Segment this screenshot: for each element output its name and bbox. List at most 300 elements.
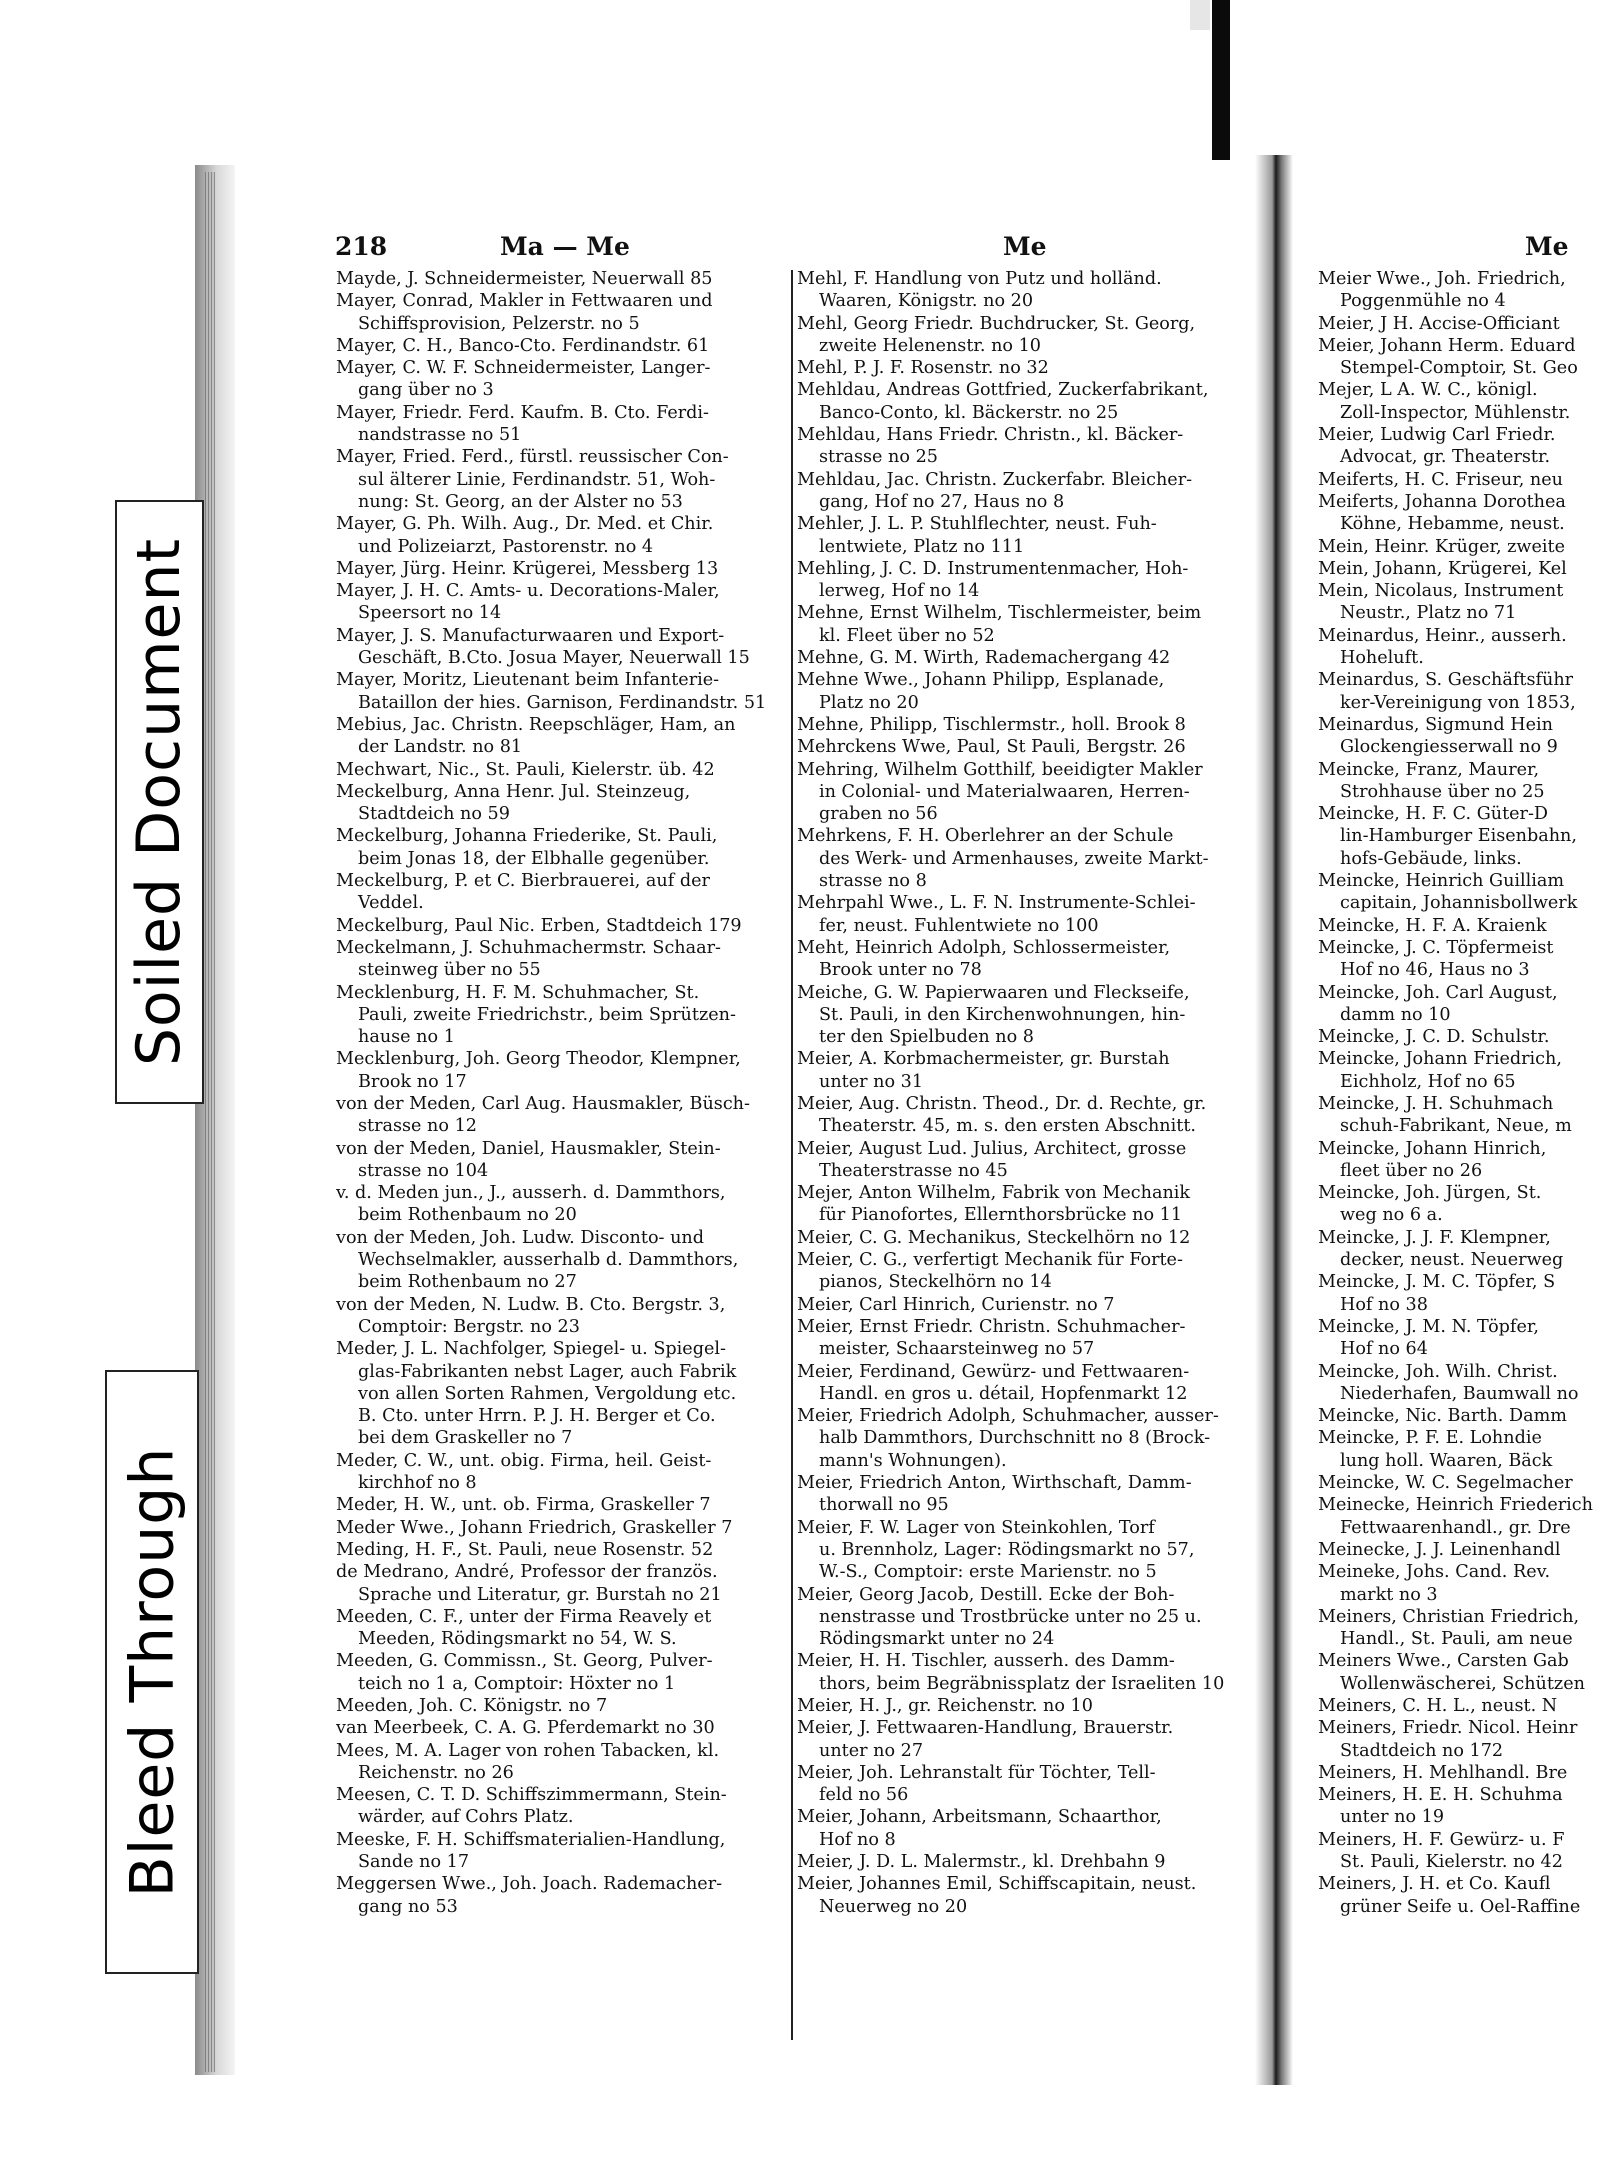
entry-continuation-line: Fettwaarenhandl., gr. Dre — [1340, 1517, 1571, 1538]
entry-continuation-line: Köhne, Hebamme, neust. — [1340, 514, 1565, 535]
entry-line: Mehne Wwe., Johann Philipp, Esplanade, — [797, 670, 1165, 691]
entry-line: Meiferts, Johanna Dorothea — [1318, 491, 1566, 512]
entry-continuation-line: St. Pauli, Kielerstr. no 42 — [1340, 1852, 1563, 1873]
entry-continuation-line: Glockengiesserwall no 9 — [1340, 737, 1558, 758]
directory-entry — [1318, 1405, 1600, 1427]
entry-continuation-line: grüner Seife u. Oel-Raffine — [1340, 1896, 1581, 1917]
entry-continuation-line: Strohhause über no 25 — [1340, 781, 1545, 802]
entry-line: Meier, Johann Herm. Eduard — [1318, 335, 1576, 356]
entry-line: Meder, J. L. Nachfolger, Spiegel- u. Spiegel- — [336, 1339, 726, 1360]
entry-line: Meier, Johann, Arbeitsmann, Schaarthor, — [797, 1807, 1162, 1828]
entry-continuation-line: weg no 6 a. — [1340, 1205, 1443, 1226]
entry-continuation-line: St. Pauli, in den Kirchenwohnungen, hin- — [819, 1004, 1186, 1025]
entry-line: Meier, Joh. Lehranstalt für Töchter, Tell- — [797, 1762, 1156, 1783]
entry-continuation-line: Pauli, zweite Friedrichstr., beim Sprützen- — [358, 1004, 736, 1025]
directory-entry — [1318, 803, 1600, 870]
entry-line: Mayer, J. H. C. Amts- u. Decorations-Maler, — [336, 581, 720, 602]
entry-continuation-line: Sprache und Literatur, gr. Burstah no 21 — [358, 1584, 722, 1605]
entry-continuation-line: gang no 53 — [358, 1896, 458, 1917]
entry-line: Meier, Aug. Christn. Theod., Dr. d. Rechte, gr. — [797, 1093, 1207, 1114]
entry-continuation-line: nenstrasse und Trostbrücke unter no 25 u. — [819, 1606, 1202, 1627]
directory-entry — [1318, 1561, 1600, 1606]
entry-line: Meincke, Johann Friedrich, — [1318, 1049, 1562, 1070]
entry-continuation-line: Comptoir: Bergstr. no 23 — [358, 1316, 580, 1337]
directory-entry — [336, 825, 786, 870]
entry-continuation-line: Poggenmühle no 4 — [1340, 291, 1506, 312]
directory-entry — [797, 1405, 1249, 1472]
directory-entry — [1318, 1427, 1600, 1472]
running-head-center: Me — [1003, 232, 1047, 261]
directory-entry — [797, 714, 1249, 736]
entry-continuation-line: beim Rothenbaum no 27 — [358, 1272, 577, 1293]
directory-entry — [797, 513, 1249, 558]
entry-line: Mehrckens Wwe, Paul, St Pauli, Bergstr. 26 — [797, 737, 1186, 758]
directory-entry — [336, 1294, 786, 1339]
directory-entry — [797, 1873, 1249, 1918]
entry-continuation-line: schuh-Fabrikant, Neue, m — [1340, 1116, 1572, 1137]
directory-entry — [1318, 1182, 1600, 1227]
entry-line: v. d. Meden jun., J., ausserh. d. Dammthors, — [336, 1183, 726, 1204]
entry-line: Mehl, Georg Friedr. Buchdrucker, St. Georg, — [797, 313, 1196, 334]
entry-line: von der Meden, Joh. Ludw. Disconto- und — [336, 1227, 705, 1248]
directory-entry — [797, 736, 1249, 758]
entry-continuation-line: unter no 19 — [1340, 1807, 1445, 1828]
entry-continuation-line: steinweg über no 55 — [358, 960, 541, 981]
directory-entry — [1318, 759, 1600, 804]
entry-continuation-line: capitain, Johannisbollwerk — [1340, 893, 1578, 914]
directory-entry — [336, 1182, 786, 1227]
entry-line: Meckelburg, Anna Henr. Jul. Steinzeug, — [336, 781, 691, 802]
directory-entry — [336, 781, 786, 826]
directory-entry — [1318, 1717, 1600, 1762]
entry-line: Mayer, Jürg. Heinr. Krügerei, Messberg 13 — [336, 558, 719, 579]
directory-column-2 — [797, 268, 1249, 1918]
entry-continuation-line: ker-Vereinigung von 1853, — [1340, 692, 1576, 713]
entry-continuation-line: Stempel-Comptoir, St. Geo — [1340, 358, 1578, 379]
entry-line: Meincke, Joh. Wilh. Christ. — [1318, 1361, 1558, 1382]
entry-line: Meiners, Friedr. Nicol. Heinr — [1318, 1718, 1578, 1739]
entry-continuation-line: u. Brennholz, Lager: Rödingsmarkt no 57, — [819, 1539, 1195, 1560]
directory-entry — [1318, 491, 1600, 536]
directory-entry — [1318, 1829, 1600, 1874]
directory-entry — [797, 602, 1249, 647]
directory-entry — [336, 335, 786, 357]
entry-continuation-line: W.-S., Comptoir: erste Marienstr. no 5 — [819, 1562, 1157, 1583]
entry-continuation-line: Reichenstr. no 26 — [358, 1762, 514, 1783]
entry-line: von der Meden, N. Ludw. B. Cto. Bergstr. 3, — [336, 1294, 726, 1315]
entry-line: Meiners, H. Mehlhandl. Bre — [1318, 1762, 1568, 1783]
entry-line: Meier, August Lud. Julius, Architect, grosse — [797, 1138, 1187, 1159]
entry-continuation-line: lin-Hamburger Eisenbahn, — [1340, 826, 1577, 847]
directory-entry — [1318, 1472, 1600, 1494]
entry-line: Mayer, J. S. Manufacturwaaren und Export- — [336, 625, 725, 646]
entry-line: Meinardus, Sigmund Hein — [1318, 714, 1553, 735]
directory-column-3 — [1318, 268, 1600, 1918]
entry-line: Meiners, C. H. L., neust. N — [1318, 1696, 1558, 1716]
entry-line: Meiners, H. E. H. Schuhma — [1318, 1785, 1563, 1806]
directory-entry — [1318, 915, 1600, 937]
directory-entry — [797, 1048, 1249, 1093]
entry-continuation-line: Stadtdeich no 172 — [1340, 1740, 1504, 1761]
directory-entry — [1318, 714, 1600, 759]
directory-entry — [336, 625, 786, 670]
directory-entry — [336, 669, 786, 714]
entry-line: Meiferts, H. C. Friseur, neu — [1318, 469, 1563, 490]
entry-line: Meier, Friedrich Anton, Wirthschaft, Damm- — [797, 1473, 1192, 1494]
entry-line: Meier, Carl Hinrich, Curienstr. no 7 — [797, 1294, 1115, 1315]
entry-line: Mehler, J. L. P. Stuhlflechter, neust. Fuh- — [797, 514, 1157, 535]
entry-continuation-line: Bataillon der hies. Garnison, Ferdinandstr. 51 — [358, 692, 767, 713]
entry-continuation-line: Rödingsmarkt unter no 24 — [819, 1629, 1055, 1650]
entry-continuation-line: des Werk- und Armenhauses, zweite Markt- — [819, 848, 1209, 869]
entry-line: Meincke, W. C. Segelmacher — [1318, 1473, 1573, 1494]
entry-line: Meier, J H. Accise-Officiant — [1318, 313, 1560, 334]
entry-continuation-line: gang über no 3 — [358, 380, 494, 401]
directory-entry — [1318, 1026, 1600, 1048]
directory-entry — [797, 1517, 1249, 1584]
directory-entry — [1318, 1271, 1600, 1316]
entry-continuation-line: strasse no 25 — [819, 447, 938, 468]
entry-continuation-line: Neuerweg no 20 — [819, 1896, 968, 1917]
entry-continuation-line: markt no 3 — [1340, 1584, 1438, 1605]
directory-entry — [797, 469, 1249, 514]
page-stack-lines — [205, 172, 215, 2072]
directory-entry — [336, 1606, 786, 1651]
entry-continuation-line: Wollenwäscherei, Schützen — [1340, 1673, 1585, 1694]
directory-entry — [797, 1249, 1249, 1294]
entry-continuation-line: kl. Fleet über no 52 — [819, 625, 995, 646]
entry-line: Mehne, Philipp, Tischlermstr., holl. Brook 8 — [797, 714, 1186, 735]
entry-continuation-line: für Pianofortes, Ellernthorsbrücke no 11 — [819, 1205, 1183, 1226]
entry-line: Meier, H. H. Tischler, ausserh. des Damm- — [797, 1651, 1175, 1672]
entry-continuation-line: graben no 56 — [819, 804, 938, 825]
entry-continuation-line: strasse no 12 — [358, 1116, 477, 1137]
entry-continuation-line: strasse no 104 — [358, 1160, 489, 1181]
directory-entry — [336, 513, 786, 558]
page-number: 218 — [335, 232, 388, 261]
entry-line: Meinardus, S. Geschäftsführ — [1318, 670, 1574, 691]
entry-line: Meier, Ferdinand, Gewürz- und Fettwaaren- — [797, 1361, 1190, 1382]
directory-entry — [336, 1138, 786, 1183]
entry-line: Mein, Nicolaus, Instrument — [1318, 581, 1564, 602]
directory-entry — [797, 825, 1249, 892]
directory-entry — [336, 1539, 786, 1561]
directory-entry — [797, 313, 1249, 358]
entry-line: Mayer, C. W. F. Schneidermeister, Langer- — [336, 358, 711, 379]
directory-entry — [336, 1561, 786, 1606]
entry-continuation-line: und Polizeiarzt, Pastorenstr. no 4 — [358, 536, 654, 557]
entry-line: Meiners, H. F. Gewürz- u. F — [1318, 1829, 1565, 1850]
entry-line: Mehrkens, F. H. Oberlehrer an der Schule — [797, 826, 1174, 847]
directory-entry — [797, 892, 1249, 937]
entry-line: Mecklenburg, Joh. Georg Theodor, Klempner, — [336, 1049, 741, 1070]
entry-line: Meeske, F. H. Schiffsmaterialien-Handlung, — [336, 1829, 726, 1850]
entry-line: van Meerbeek, C. A. G. Pferdemarkt no 30 — [336, 1718, 715, 1739]
directory-entry — [1318, 379, 1600, 424]
entry-continuation-line: fer, neust. Fuhlentwiete no 100 — [819, 915, 1099, 936]
entry-line: Meier, C. G. Mechanikus, Steckelhörn no 12 — [797, 1227, 1191, 1248]
entry-continuation-line: hause no 1 — [358, 1027, 455, 1048]
entry-line: Meincke, H. F. C. Güter-D — [1318, 804, 1549, 825]
entry-line: Meincke, Joh. Carl August, — [1318, 982, 1558, 1003]
entry-continuation-line: zweite Helenenstr. no 10 — [819, 335, 1041, 356]
directory-entry — [1318, 1048, 1600, 1093]
entry-line: Mejer, L A. W. C., königl. — [1318, 380, 1538, 401]
directory-entry — [1318, 1316, 1600, 1361]
directory-entry — [797, 379, 1249, 424]
entry-continuation-line: Handl. en gros u. détail, Hopfenmarkt 12 — [819, 1383, 1188, 1404]
directory-entry — [1318, 982, 1600, 1027]
directory-entry — [797, 1762, 1249, 1807]
entry-continuation-line: teich no 1 a, Comptoir: Höxter no 1 — [358, 1673, 676, 1694]
entry-continuation-line: gang, Hof no 27, Haus no 8 — [819, 491, 1065, 512]
entry-line: Mejer, Anton Wilhelm, Fabrik von Mechanik — [797, 1183, 1191, 1204]
directory-entry — [797, 1806, 1249, 1851]
entry-line: Mein, Johann, Krügerei, Kel — [1318, 558, 1567, 579]
entry-continuation-line: Geschäft, B.Cto. Josua Mayer, Neuerwall 15 — [358, 648, 750, 669]
entry-line: Mayer, Friedr. Ferd. Kaufm. B. Cto. Ferdi- — [336, 402, 709, 423]
directory-entry — [336, 759, 786, 781]
entry-line: Meineke, Johs. Cand. Rev. — [1318, 1562, 1551, 1583]
entry-line: Meiners, J. H. et Co. Kaufl — [1318, 1874, 1551, 1895]
entry-line: Mebius, Jac. Christn. Reepschläger, Ham, an — [336, 714, 736, 735]
entry-line: Mehldau, Andreas Gottfried, Zuckerfabrikant, — [797, 380, 1209, 401]
entry-continuation-line: Brook unter no 78 — [819, 960, 982, 981]
directory-entry — [797, 1182, 1249, 1227]
entry-line: Meier, Ludwig Carl Friedr. — [1318, 425, 1556, 446]
entry-line: Meder, C. W., unt. obig. Firma, heil. Geist- — [336, 1450, 712, 1471]
entry-line: de Medrano, André, Professor der französ. — [336, 1562, 718, 1583]
entry-line: Mayde, J. Schneidermeister, Neuerwall 85 — [336, 269, 713, 289]
entry-line: Mehl, P. J. F. Rosenstr. no 32 — [797, 358, 1049, 379]
entry-line: Meincke, J. J. F. Klempner, — [1318, 1227, 1551, 1248]
directory-entry — [336, 982, 786, 1049]
entry-continuation-line: Speersort no 14 — [358, 603, 502, 624]
entry-line: Mein, Heinr. Krüger, zweite — [1318, 536, 1566, 557]
directory-entry — [797, 357, 1249, 379]
soiled-document-label: Soiled Document — [124, 537, 195, 1067]
entry-continuation-line: Niederhafen, Baumwall no — [1340, 1383, 1579, 1404]
entry-line: Meincke, J. M. C. Töpfer, S — [1318, 1272, 1556, 1293]
entry-continuation-line: feld no 56 — [819, 1785, 909, 1806]
directory-entry — [1318, 870, 1600, 915]
directory-entry — [1318, 625, 1600, 670]
entry-continuation-line: Schiffsprovision, Pelzerstr. no 5 — [358, 313, 640, 334]
directory-entry — [797, 1695, 1249, 1717]
entry-continuation-line: Theaterstr. 45, m. s. den ersten Abschnitt. — [819, 1116, 1197, 1137]
entry-continuation-line: Handl., St. Pauli, am neue — [1340, 1629, 1573, 1650]
entry-line: Mayer, Conrad, Makler in Fettwaaren und — [336, 291, 713, 312]
entry-continuation-line: Neustr., Platz no 71 — [1340, 603, 1517, 624]
directory-entry — [797, 669, 1249, 714]
entry-continuation-line: pianos, Steckelhörn no 14 — [819, 1272, 1052, 1293]
entry-line: Meier, Friedrich Adolph, Schuhmacher, ausser- — [797, 1406, 1219, 1427]
entry-line: Meier, C. G., verfertigt Mechanik für Forte- — [797, 1250, 1183, 1271]
directory-entry — [1318, 558, 1600, 580]
entry-line: Meier, A. Korbmachermeister, gr. Burstah — [797, 1049, 1170, 1070]
entry-line: Meincke, J. C. D. Schulstr. — [1318, 1027, 1550, 1048]
entry-continuation-line: Stadtdeich no 59 — [358, 804, 510, 825]
entry-line: Meier, F. W. Lager von Steinkohlen, Torf — [797, 1517, 1155, 1538]
entry-continuation-line: Advocat, gr. Theaterstr. — [1340, 447, 1551, 468]
entry-line: Meincke, Franz, Maurer, — [1318, 759, 1540, 780]
directory-entry — [1318, 424, 1600, 469]
entry-continuation-line: Waaren, Königstr. no 20 — [819, 291, 1034, 312]
entry-continuation-line: lerweg, Hof no 14 — [819, 581, 980, 602]
entry-continuation-line: strasse no 8 — [819, 871, 927, 892]
entry-line: Mayer, C. H., Banco-Cto. Ferdinandstr. 61 — [336, 335, 710, 356]
entry-line: Mayer, Moritz, Lieutenant beim Infanterie- — [336, 670, 720, 691]
entry-continuation-line: glas-Fabrikanten nebst Lager, auch Fabrik — [358, 1361, 737, 1382]
entry-line: Meinecke, Heinrich Friederich — [1318, 1495, 1593, 1516]
entry-line: Mecklenburg, H. F. M. Schuhmacher, St. — [336, 982, 700, 1003]
entry-continuation-line: Platz no 20 — [819, 692, 919, 713]
directory-entry — [336, 1829, 786, 1874]
directory-entry — [336, 580, 786, 625]
directory-entry — [1318, 937, 1600, 982]
entry-line: Mehne, Ernst Wilhelm, Tischlermeister, beim — [797, 603, 1202, 624]
entry-line: von der Meden, Daniel, Hausmakler, Stein- — [336, 1138, 721, 1159]
directory-entry — [336, 1093, 786, 1138]
entry-line: Meier, Georg Jacob, Destill. Ecke der Boh- — [797, 1584, 1175, 1605]
entry-line: Meckelburg, Johanna Friederike, St. Pauli, — [336, 826, 718, 847]
entry-line: Meincke, J. M. N. Töpfer, — [1318, 1316, 1539, 1337]
directory-entry — [336, 915, 786, 937]
directory-entry — [336, 1494, 786, 1516]
entry-line: von der Meden, Carl Aug. Hausmakler, Büsch- — [336, 1093, 750, 1114]
entry-continuation-line: nung: St. Georg, an der Alster no 53 — [358, 491, 683, 512]
entry-continuation-line: meister, Schaarsteinweg no 57 — [819, 1339, 1095, 1360]
directory-entry — [1318, 1227, 1600, 1272]
directory-entry — [336, 937, 786, 982]
entry-continuation-line: Hof no 8 — [819, 1829, 896, 1850]
scanner-edge-light — [1190, 0, 1210, 30]
entry-line: Mehrpahl Wwe., L. F. N. Instrumente-Schlei- — [797, 893, 1196, 914]
directory-entry — [336, 1048, 786, 1093]
directory-entry — [797, 1584, 1249, 1651]
entry-continuation-line: Hof no 64 — [1340, 1339, 1428, 1360]
directory-entry — [336, 290, 786, 335]
entry-continuation-line: damm no 10 — [1340, 1004, 1451, 1025]
directory-entry — [336, 1784, 786, 1829]
entry-line: Meding, H. F., St. Pauli, neue Rosenstr. 52 — [336, 1539, 714, 1560]
entry-line: Meiche, G. W. Papierwaaren und Fleckseife, — [797, 982, 1190, 1003]
directory-entry — [336, 1740, 786, 1785]
entry-line: Meincke, Heinrich Guilliam — [1318, 871, 1565, 892]
entry-line: Meiners Wwe., Carsten Gab — [1318, 1651, 1569, 1672]
running-head-left: Ma — Me — [500, 232, 630, 261]
entry-line: Meincke, J. H. Schuhmach — [1318, 1093, 1554, 1114]
entry-continuation-line: thors, beim Begräbnissplatz der Israeliten 10 — [819, 1673, 1225, 1694]
directory-entry — [1318, 1873, 1600, 1918]
directory-entry — [1318, 580, 1600, 625]
entry-continuation-line: Hof no 46, Haus no 3 — [1340, 960, 1530, 981]
entry-continuation-line: mann's Wohnungen). — [819, 1450, 1007, 1471]
entry-line: Meier, H. J., gr. Reichenstr. no 10 — [797, 1696, 1093, 1716]
entry-line: Meesen, C. T. D. Schiffszimmermann, Stein- — [336, 1785, 727, 1806]
entry-line: Mehldau, Jac. Christn. Zuckerfabr. Bleicher- — [797, 469, 1193, 490]
scanner-edge — [1212, 0, 1230, 160]
entry-continuation-line: in Colonial- und Materialwaaren, Herren- — [819, 781, 1190, 802]
entry-continuation-line: beim Jonas 18, der Elbhalle gegenüber. — [358, 848, 710, 869]
entry-line: Meckelmann, J. Schuhmachermstr. Schaar- — [336, 937, 721, 958]
directory-entry — [336, 446, 786, 513]
directory-entry — [797, 558, 1249, 603]
entry-continuation-line: Zoll-Inspector, Mühlenstr. — [1340, 402, 1571, 423]
directory-entry — [797, 1361, 1249, 1406]
entry-line: Meincke, J. C. Töpfermeist — [1318, 937, 1554, 958]
directory-entry — [336, 1873, 786, 1918]
directory-entry — [797, 937, 1249, 982]
directory-entry — [336, 1717, 786, 1739]
directory-entry — [336, 1517, 786, 1539]
entry-line: Mayer, Fried. Ferd., fürstl. reussischer Con- — [336, 447, 729, 468]
entry-line: Mehling, J. C. D. Instrumentenmacher, Hoh- — [797, 558, 1189, 579]
directory-entry — [1318, 313, 1600, 335]
soiled-document-stamp — [115, 500, 204, 1104]
entry-line: Mehl, F. Handlung von Putz und holländ. — [797, 269, 1162, 289]
entry-line: Meier, Johannes Emil, Schiffscapitain, neust. — [797, 1874, 1197, 1895]
directory-entry — [797, 1294, 1249, 1316]
directory-column-1 — [336, 268, 786, 1918]
entry-line: Meinardus, Heinr., ausserh. — [1318, 625, 1567, 646]
entry-line: Meckelburg, Paul Nic. Erben, Stadtdeich 179 — [336, 915, 742, 936]
directory-entry — [797, 1093, 1249, 1138]
entry-line: Meggersen Wwe., Joh. Joach. Rademacher- — [336, 1874, 723, 1895]
entry-continuation-line: ter den Spielbuden no 8 — [819, 1027, 1034, 1048]
entry-continuation-line: Banco-Conto, kl. Bäckerstr. no 25 — [819, 402, 1119, 423]
directory-entry — [797, 268, 1249, 313]
entry-continuation-line: Hoheluft. — [1340, 648, 1424, 669]
directory-entry — [797, 759, 1249, 826]
entry-line: Meincke, Joh. Jürgen, St. — [1318, 1183, 1542, 1204]
entry-continuation-line: sul älterer Linie, Ferdinandstr. 51, Woh- — [358, 469, 716, 490]
entry-continuation-line: Wechselmakler, ausserhalb d. Dammthors, — [358, 1250, 739, 1271]
entry-continuation-line: decker, neust. Neuerweg — [1340, 1250, 1564, 1271]
directory-entry — [797, 1472, 1249, 1517]
entry-line: Meeden, Joh. C. Königstr. no 7 — [336, 1696, 608, 1716]
directory-entry — [797, 1650, 1249, 1695]
directory-entry — [797, 1316, 1249, 1361]
directory-entry — [797, 424, 1249, 469]
entry-line: Mees, M. A. Lager von rohen Tabacken, kl. — [336, 1740, 720, 1761]
directory-entry — [336, 870, 786, 915]
entry-line: Meinecke, J. J. Leinenhandl — [1318, 1539, 1561, 1560]
directory-entry — [1318, 1494, 1600, 1539]
entry-line: Mehldau, Hans Friedr. Christn., kl. Bäcker- — [797, 425, 1184, 446]
directory-entry — [1318, 1093, 1600, 1138]
entry-continuation-line: Brook no 17 — [358, 1071, 467, 1092]
entry-continuation-line: Theaterstrasse no 45 — [819, 1160, 1008, 1181]
bleed-through-stamp — [105, 1370, 199, 1974]
entry-continuation-line: lentwiete, Platz no 111 — [819, 536, 1025, 557]
directory-entry — [1318, 1138, 1600, 1183]
directory-entry — [1318, 1361, 1600, 1406]
directory-entry — [336, 268, 786, 290]
entry-continuation-line: unter no 31 — [819, 1071, 924, 1092]
directory-entry — [336, 558, 786, 580]
directory-entry — [797, 1717, 1249, 1762]
entry-line: Meincke, H. F. A. Kraienk — [1318, 915, 1547, 936]
directory-entry — [336, 1650, 786, 1695]
entry-line: Meht, Heinrich Adolph, Schlossermeister, — [797, 937, 1171, 958]
entry-line: Mechwart, Nic., St. Pauli, Kielerstr. üb. 42 — [336, 759, 715, 780]
entry-continuation-line: Meeden, Rödingsmarkt no 54, W. S. — [358, 1629, 677, 1650]
directory-entry — [1318, 1762, 1600, 1784]
entry-continuation-line: lung holl. Waaren, Bäck — [1340, 1450, 1553, 1471]
entry-line: Mayer, G. Ph. Wilh. Aug., Dr. Med. et Chir. — [336, 514, 714, 535]
entry-continuation-line: thorwall no 95 — [819, 1495, 949, 1516]
